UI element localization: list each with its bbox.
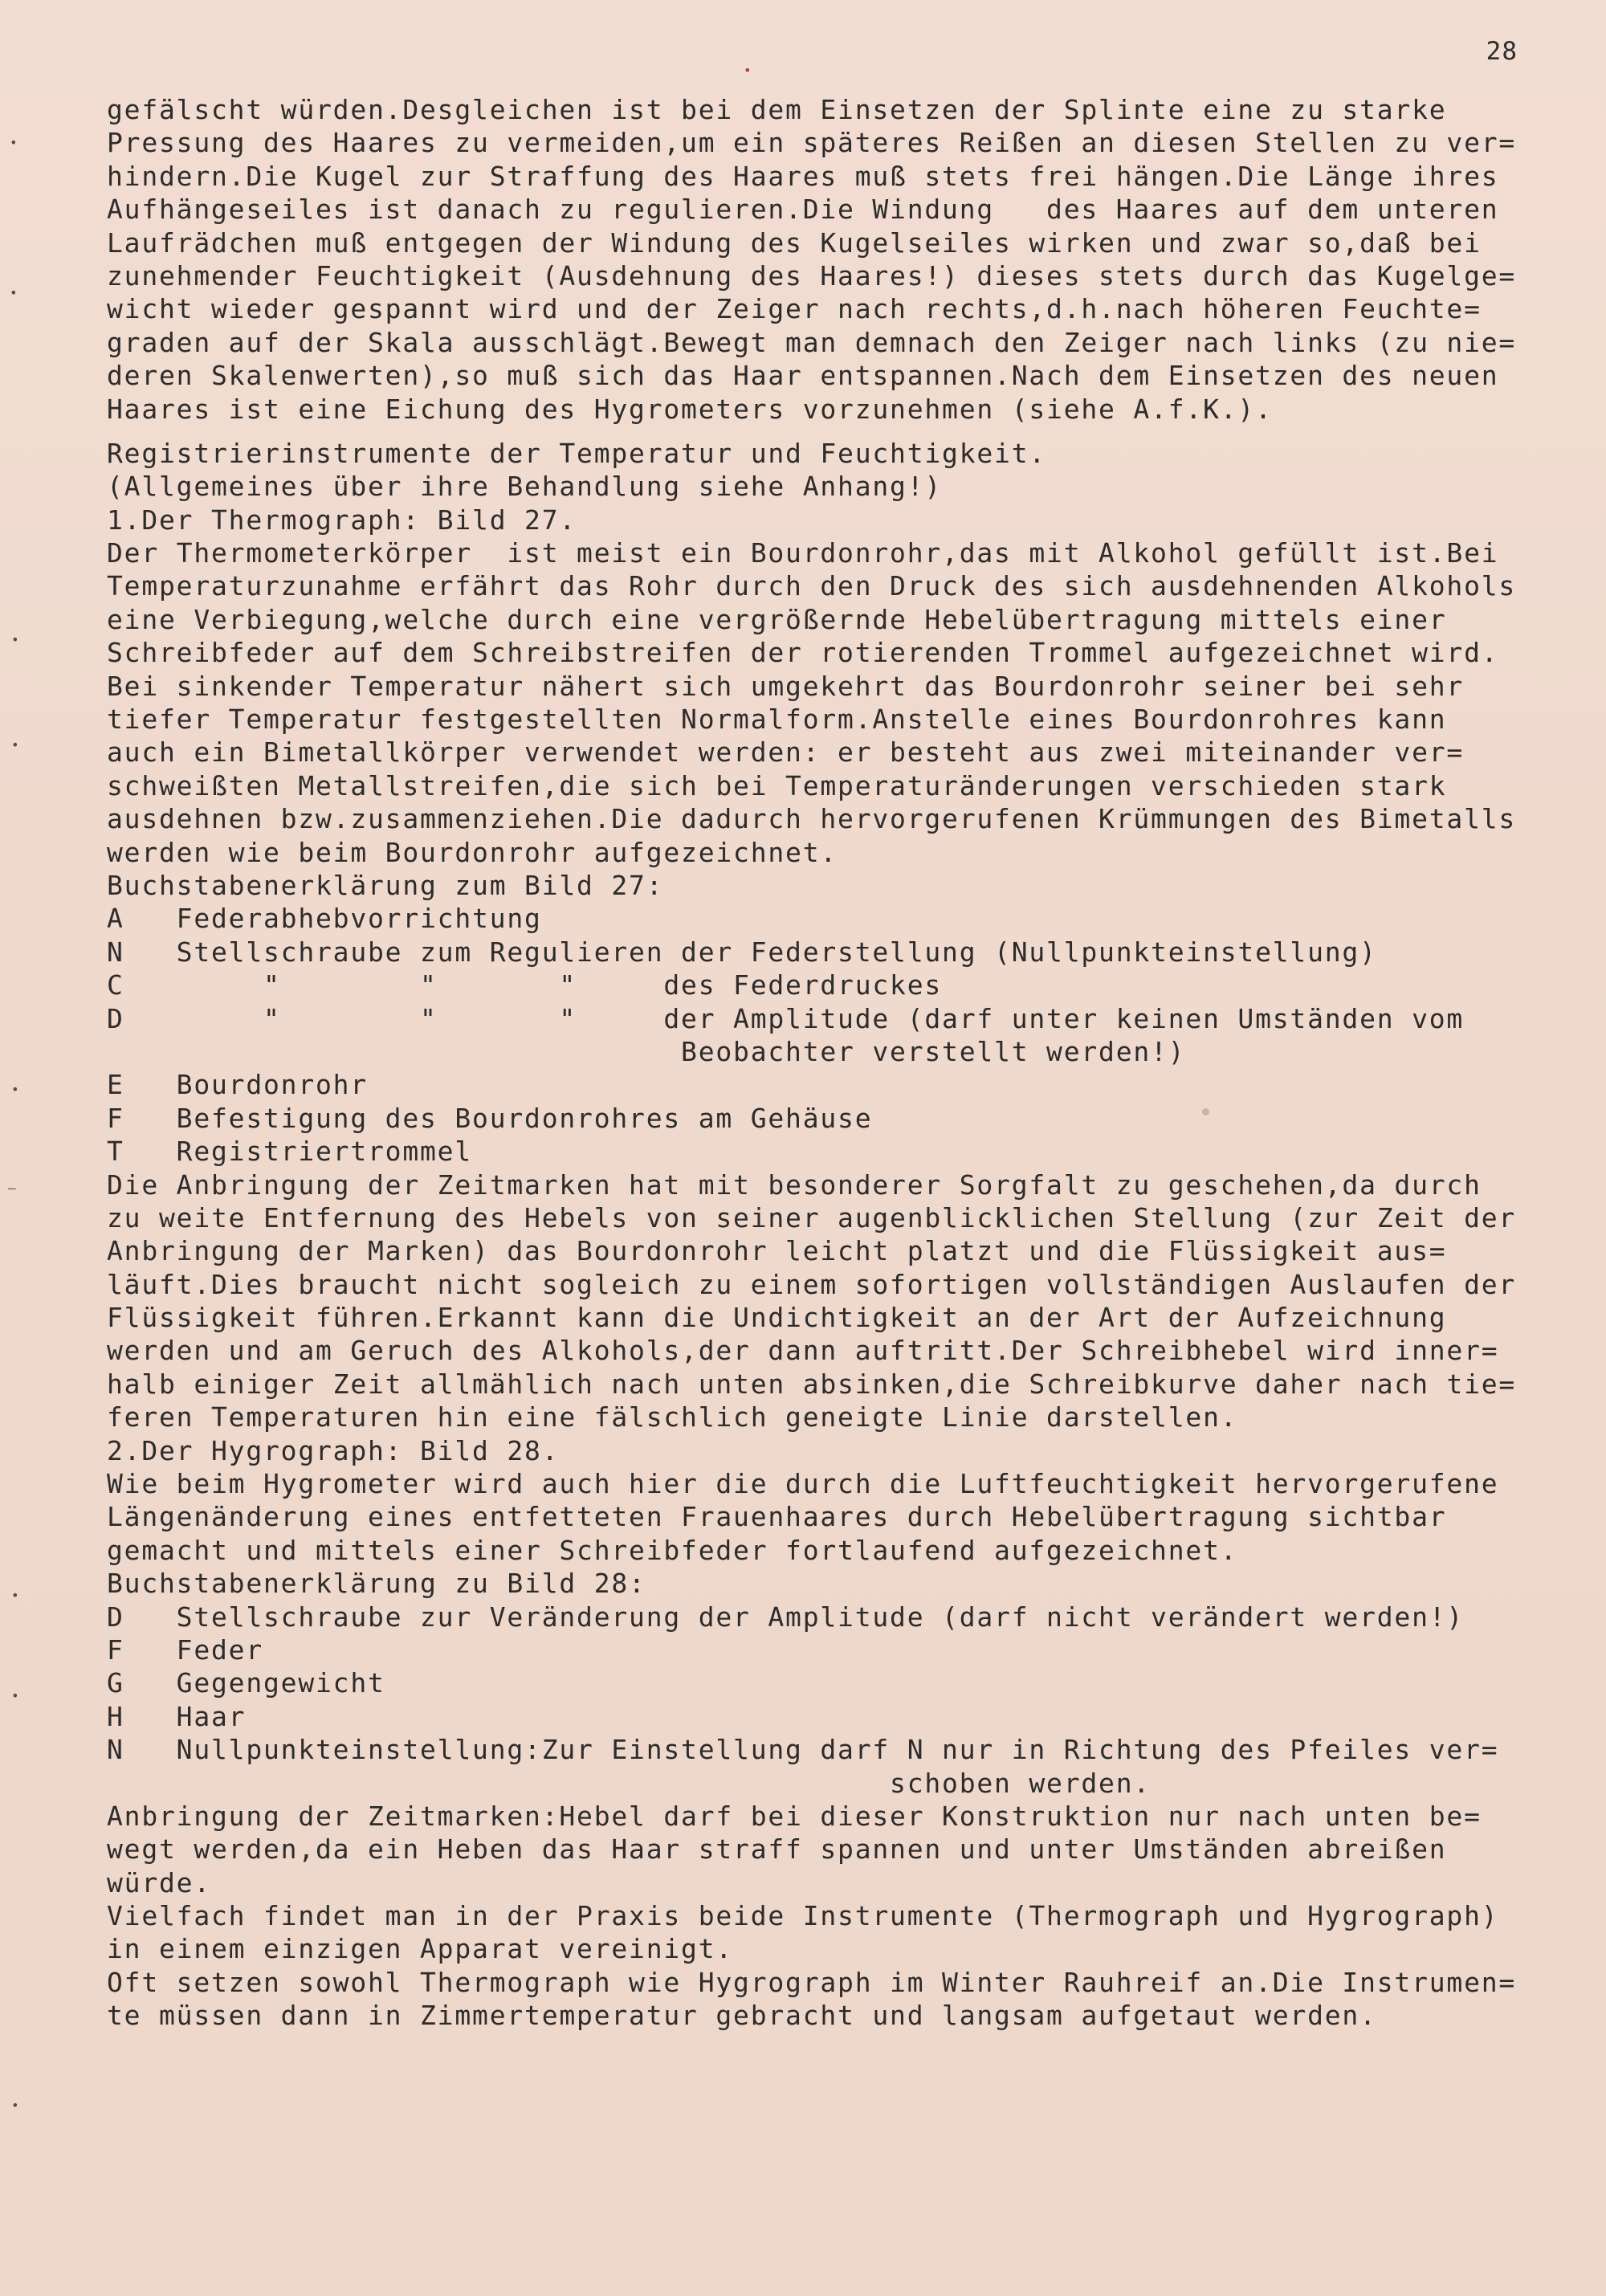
text-line: Laufrädchen muß entgegen der Windung des Kugelseiles wirken und zwar so,daß bei [107, 226, 1482, 259]
text-line: würde. [107, 1866, 212, 1898]
text-line: gemacht und mittels einer Schreibfeder fortlaufend aufgezeichnet. [107, 1534, 1238, 1566]
text-line: Anbringung der Zeitmarken:Hebel darf bei dieser Konstruktion nur nach unten be= [107, 1800, 1482, 1832]
text-line: ausdehnen bzw.zusammenziehen.Die dadurch hervorgerufenen Krümmungen des Bimetalls [107, 803, 1517, 835]
text-line: läuft.Dies braucht nicht sogleich zu einem sofortigen vollständigen Auslaufen der [107, 1268, 1517, 1300]
paragraph-hair-replacement [107, 93, 1600, 426]
text-line: deren Skalenwerten),so muß sich das Haar entspannen.Nach dem Einsetzen des neuen [107, 360, 1499, 392]
margin-dot: • [11, 1688, 19, 1703]
text-line: auch ein Bimetallkörper verwendet werden: er besteht aus zwei miteinander ver= [107, 736, 1465, 769]
text-line: wicht wieder gespannt wird und der Zeiger nach rechts,d.h.nach höheren Feuchte= [107, 293, 1482, 325]
margin-dot: • [11, 2098, 19, 2113]
legend-item: H Haar [107, 1700, 247, 1732]
text-line: graden auf der Skala ausschlägt.Bewegt man demnach den Zeiger nach links (zu nie= [107, 326, 1517, 358]
text-line: Temperaturzunahme erfährt das Rohr durch den Druck des sich ausdehnenden Alkohols [107, 570, 1517, 602]
text-line: in einem einzigen Apparat vereinigt. [107, 1933, 734, 1965]
margin-dot: • [11, 1082, 19, 1097]
text-line: Haares ist eine Eichung des Hygrometers vorzunehmen (siehe A.f.K.). [107, 393, 1273, 425]
text-line: Schreibfeder auf dem Schreibstreifen der rotierenden Trommel aufgezeichnet wird. [107, 637, 1499, 669]
margin-dot: • [11, 737, 19, 752]
text-line: te müssen dann in Zimmertemperatur gebracht und langsam aufgetaut werden. [107, 2000, 1377, 2032]
text-line: Anbringung der Marken) das Bourdonrohr leicht platzt und die Flüssigkeit aus= [107, 1235, 1447, 1267]
legend-item: N Stellschraube zum Regulieren der Federstellung (Nullpunkteinstellung) [107, 936, 1377, 968]
legend-item: F Feder [107, 1633, 264, 1666]
legend-28 [107, 1601, 1600, 1800]
text-line: tiefer Temperatur festgestellten Normalform.Anstelle eines Bourdonrohres kann [107, 703, 1447, 736]
legend-item: G Gegengewicht [107, 1667, 385, 1699]
text-line: werden wie beim Bourdonrohr aufgezeichnet. [107, 836, 838, 868]
text-line: zu weite Entfernung des Hebels von seiner augenblicklichen Stellung (zur Zeit der [107, 1201, 1517, 1234]
legend-item: D " " " der Amplitude (darf unter keinen Umständen vom [107, 1002, 1465, 1034]
page-number: 28 [1486, 37, 1518, 66]
text-line: Der Thermometerkörper ist meist ein Bourdonrohr,das mit Alkohol gefüllt ist.Bei [107, 537, 1499, 569]
margin-dot: • [10, 135, 18, 150]
text-line: Aufhängeseiles ist danach zu regulieren.Die Windung des Haares auf dem unteren [107, 194, 1499, 226]
legend-item: F Befestigung des Bourdonrohres am Gehäuse [107, 1102, 873, 1134]
text-line: Oft setzen sowohl Thermograph wie Hygrograph im Winter Rauhreif an.Die Instrumen= [107, 1966, 1517, 1998]
legend-27 [107, 902, 1600, 1168]
legend-item: N Nullpunkteinstellung:Zur Einstellung darf N nur in Richtung des Pfeiles ver= [107, 1734, 1499, 1766]
text-line: zunehmender Feuchtigkeit (Ausdehnung des Haares!) dieses stets durch das Kugelge= [107, 259, 1517, 292]
thermograph-description [107, 536, 1600, 869]
top-mark: • [744, 63, 752, 78]
text-line: Pressung des Haares zu vermeiden,um ein späteres Reißen an diesen Stellen zu ver= [107, 127, 1517, 159]
margin-dot: • [10, 285, 18, 300]
margin-dot: – [8, 1181, 16, 1196]
section-heading: Registrierinstrumente der Temperatur und Feuchtigkeit. [107, 437, 1047, 469]
legend-28-heading: Buchstabenerklärung zu Bild 28: [107, 1568, 646, 1600]
thermograph-heading: 1.Der Thermograph: Bild 27. [107, 504, 577, 536]
margin-dot: • [11, 1588, 19, 1603]
text-line: Längenänderung eines entfetteten Frauenhaares durch Hebelübertragung sichtbar [107, 1501, 1447, 1533]
text-line: schweißten Metallstreifen,die sich bei Temperaturänderungen verschieden stark [107, 769, 1447, 801]
section-note: (Allgemeines über ihre Behandlung siehe Anhang!) [107, 471, 943, 503]
text-line: Die Anbringung der Zeitmarken hat mit besonderer Sorgfalt zu geschehen,da durch [107, 1168, 1482, 1201]
margin-dot: • [11, 632, 19, 647]
legend-item: T Registriertrommel [107, 1136, 473, 1168]
legend-item: E Bourdonrohr [107, 1069, 369, 1101]
hygrograph-description [107, 1467, 1600, 1567]
text-line: wegt werden,da ein Heben das Haar straff spannen und unter Umständen abreißen [107, 1833, 1447, 1866]
legend-item: schoben werden. [107, 1767, 1152, 1799]
text-line: Flüssigkeit führen.Erkannt kann die Undichtigkeit an der Art der Aufzeichnung [107, 1302, 1447, 1334]
hygrograph-heading: 2.Der Hygrograph: Bild 28. [107, 1434, 560, 1466]
text-line: werden und am Geruch des Alkohols,der dann auftritt.Der Schreibhebel wird inner= [107, 1335, 1499, 1367]
legend-item: D Stellschraube zur Veränderung der Amplitude (darf nicht verändert werden!) [107, 1601, 1465, 1633]
text-line: Bei sinkender Temperatur nähert sich umgekehrt das Bourdonrohr seiner bei sehr [107, 670, 1465, 702]
time-marks-thermograph [107, 1168, 1600, 1434]
text-line: Wie beim Hygrometer wird auch hier die durch die Luftfeuchtigkeit hervorgerufene [107, 1468, 1499, 1500]
text-line: feren Temperaturen hin eine fälschlich geneigte Linie darstellen. [107, 1401, 1238, 1433]
text-line: gefälscht würden.Desgleichen ist bei dem Einsetzen der Splinte eine zu starke [107, 94, 1447, 125]
text-line: Vielfach findet man in der Praxis beide Instrumente (Thermograph und Hygrograph) [107, 1900, 1499, 1932]
legend-item: A Federabhebvorrichtung [107, 903, 542, 935]
text-line: halb einiger Zeit allmählich nach unten absinken,die Schreibkurve daher nach tie= [107, 1368, 1517, 1400]
text-line: eine Verbiegung,welche durch eine vergrößernde Hebelübertragung mittels einer [107, 603, 1447, 635]
closing-paragraphs [107, 1800, 1600, 2033]
text-line: hindern.Die Kugel zur Straffung des Haares muß stets frei hängen.Die Länge ihres [107, 160, 1499, 192]
legend-item: C " " " des Federdruckes [107, 969, 943, 1001]
legend-27-heading: Buchstabenerklärung zum Bild 27: [107, 869, 664, 901]
legend-item: Beobachter verstellt werden!) [107, 1035, 1186, 1067]
page-body [107, 93, 1600, 2033]
